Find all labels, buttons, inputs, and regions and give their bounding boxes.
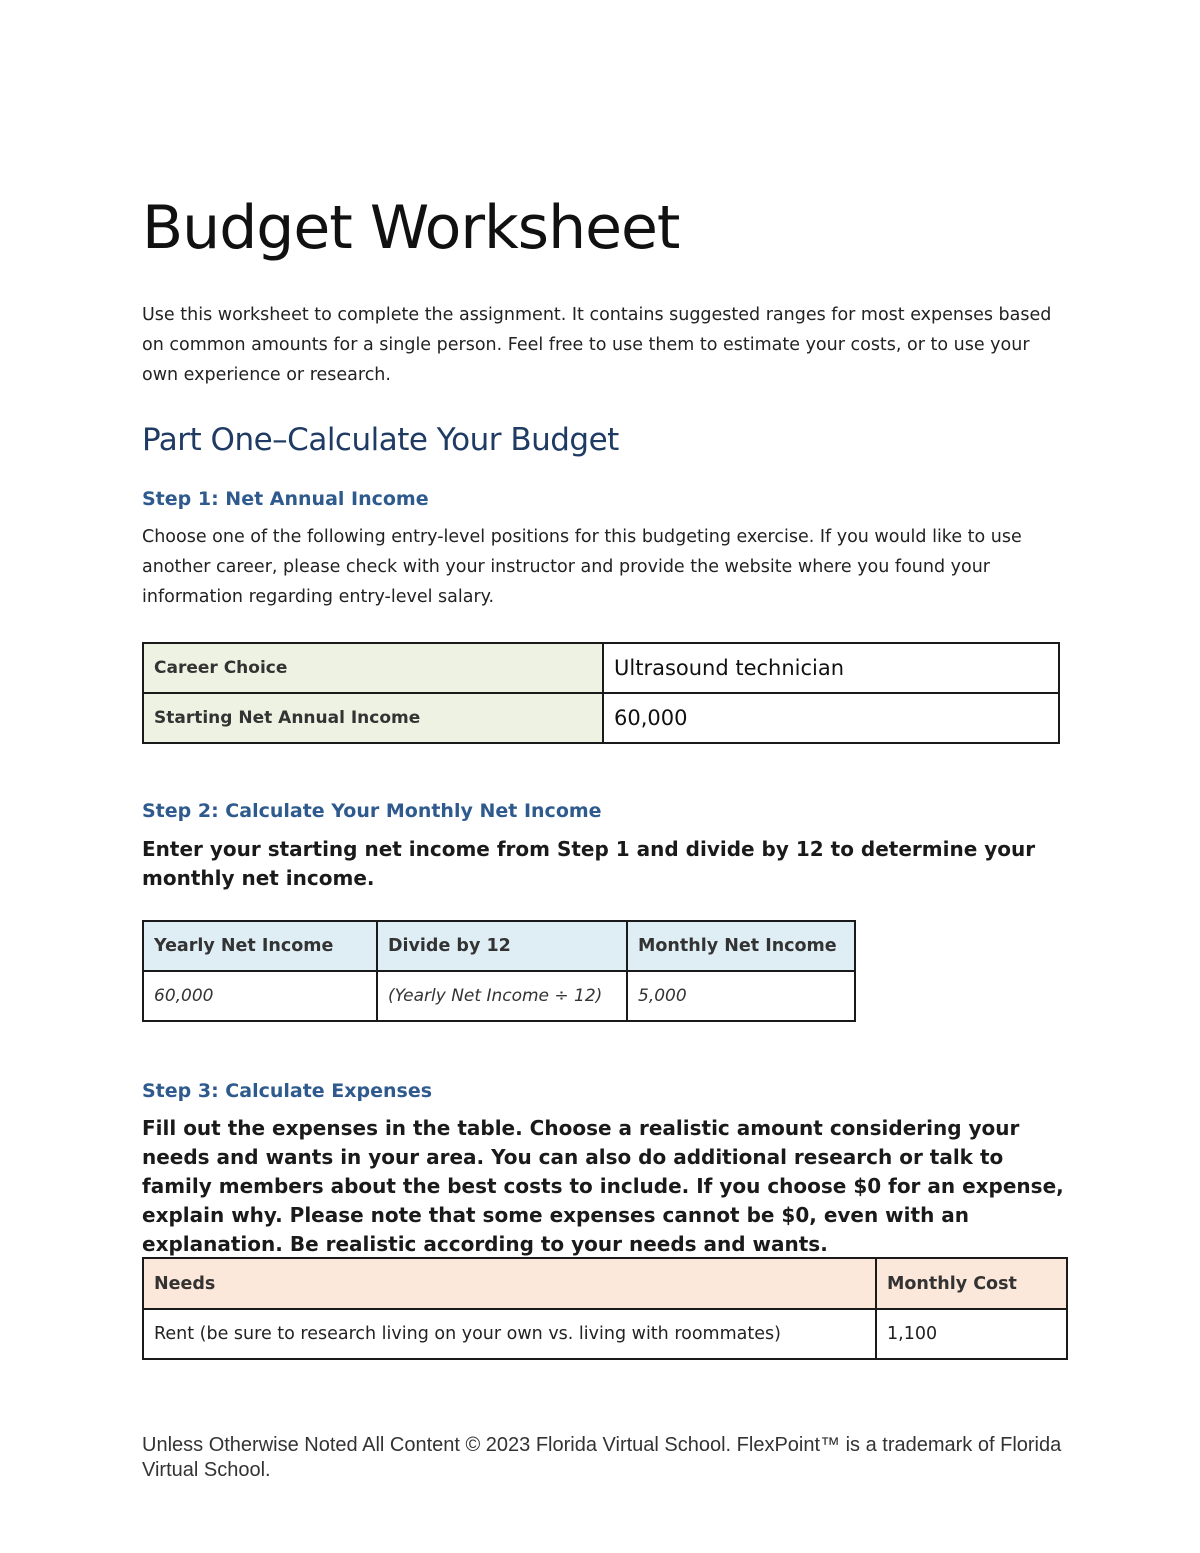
career-choice-value[interactable]: Ultrasound technician [603, 643, 1059, 693]
step2-heading: Step 2: Calculate Your Monthly Net Income [142, 800, 602, 822]
monthly-income-table [142, 920, 856, 1022]
monthly-net-income-cell[interactable]: 5,000 [627, 971, 855, 1021]
part-one-heading: Part One–Calculate Your Budget [142, 422, 619, 458]
table-row [143, 971, 855, 1021]
expense-rent-cost[interactable]: 1,100 [876, 1309, 1067, 1359]
table-row [143, 1309, 1067, 1359]
table-row [143, 643, 1059, 693]
page-title: Budget Worksheet [142, 193, 680, 263]
divide-by-12-cell: (Yearly Net Income ÷ 12) [377, 971, 627, 1021]
step1-heading: Step 1: Net Annual Income [142, 488, 429, 510]
yearly-net-income-cell[interactable]: 60,000 [143, 971, 377, 1021]
net-annual-income-label: Starting Net Annual Income [143, 693, 603, 743]
step3-instructions: Fill out the expenses in the table. Choose a realistic amount considering your needs and wants in your area. You can also do additional research or talk to family members about the best costs to include. If you choose $0 for an expense, explain why. Please note that some expenses cannot be $0, even with an explanation. Be realistic according to your needs and wants. [142, 1116, 1064, 1256]
intro-paragraph: Use this worksheet to complete the assignment. It contains suggested ranges for most expenses based on common amounts for a single person. Feel free to use them to estimate your costs, or to use your own experience or research. [142, 305, 1052, 385]
header-needs: Needs [143, 1258, 876, 1309]
copyright-footer: Unless Otherwise Noted All Content © 2023 Florida Virtual School. FlexPoint™ is a trademark of Florida Virtual School. [142, 1434, 1062, 1481]
step1-instructions: Choose one of the following entry-level positions for this budgeting exercise. If you would like to use another career, please check with your instructor and provide the website where you found your information regarding entry-level salary. [142, 527, 1022, 607]
step2-instructions: Enter your starting net income from Step 1 and divide by 12 to determine your monthly net income. [142, 837, 1036, 890]
header-monthly-net-income: Monthly Net Income [627, 921, 855, 971]
step3-heading: Step 3: Calculate Expenses [142, 1080, 433, 1102]
table-header-row [143, 1258, 1067, 1309]
net-annual-income-value[interactable]: 60,000 [603, 693, 1059, 743]
career-choice-label: Career Choice [143, 643, 603, 693]
table-header-row [143, 921, 855, 971]
net-annual-income-table [142, 642, 1060, 744]
header-divide-by-12: Divide by 12 [377, 921, 627, 971]
expenses-table [142, 1257, 1068, 1360]
table-row [143, 693, 1059, 743]
header-yearly-net-income: Yearly Net Income [143, 921, 377, 971]
expense-rent-label: Rent (be sure to research living on your own vs. living with roommates) [143, 1309, 876, 1359]
header-monthly-cost: Monthly Cost [876, 1258, 1067, 1309]
